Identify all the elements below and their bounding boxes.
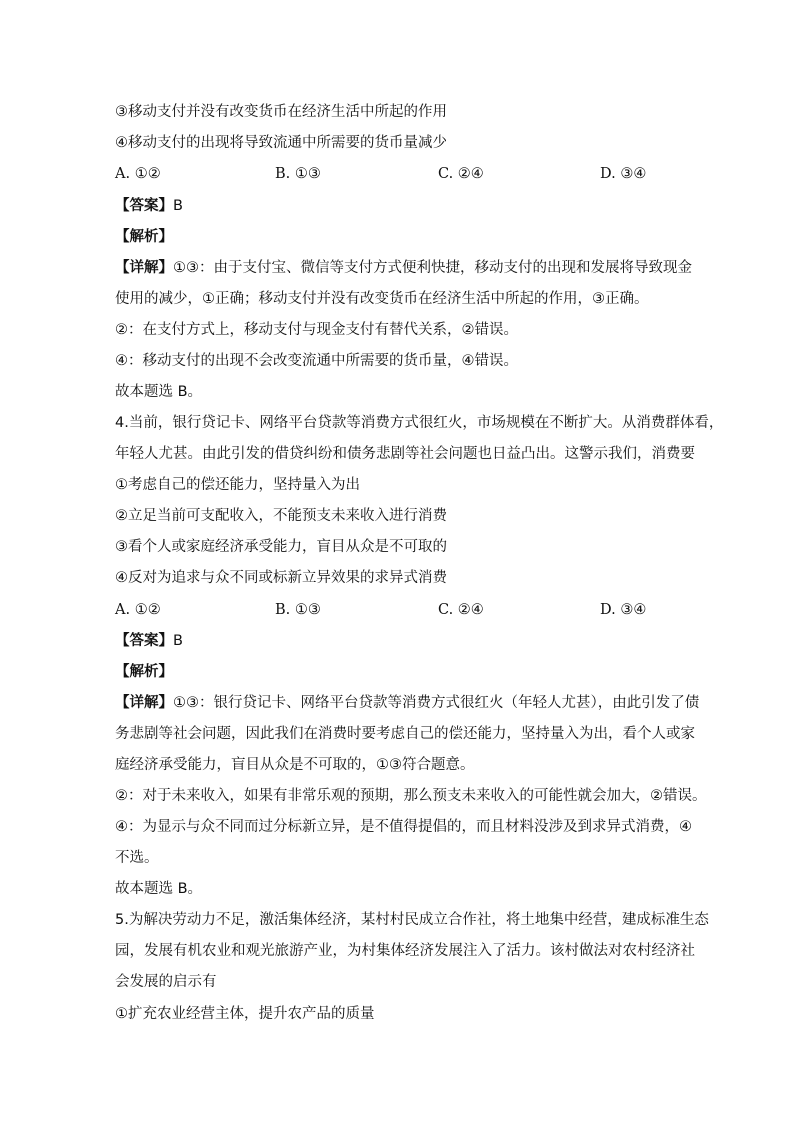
answer-label: 【答案】 [115, 198, 173, 214]
q3-detail-line [115, 258, 692, 278]
q3-analysis-label: 【解析】 [115, 229, 173, 245]
answer-label: 【答案】 [115, 633, 173, 649]
q4-detail-line: 庭经济承受能力，盲目从众是不可取的，①③符合题意。 [115, 757, 475, 773]
q4-detail-line: ②：对于未来收入，如果有非常乐观的预期，那么预支未来收入的可能性就会加大，②错误。 [115, 788, 707, 804]
q3-detail-line: 使用的减少，①正确；移动支付并没有改变货币在经济生活中所起的作用，③正确。 [115, 291, 649, 307]
q3-choice-item-3: ③移动支付并没有改变货币在经济生活中所起的作用 [115, 104, 447, 120]
q4-stem-line: 4.当前，银行贷记卡、网络平台贷款等消费方式很红火，市场规模在不断扩大。从消费群体看， [115, 415, 724, 431]
q4-stem-line: 年轻人尤甚。由此引发的借贷纠纷和债务悲剧等社会问题也日益凸出。这警示我们，消费要 [115, 446, 695, 462]
q4-option-d: D. ③④ [600, 602, 647, 618]
q5-stem-line: 5.为解决劳动力不足，激活集体经济，某村村民成立合作社，将土地集中经营，建成标准生态 [115, 912, 709, 928]
detail-text: ①③：由于支付宝、微信等支付方式便利快捷，移动支付的出现和发展将导致现金 [173, 260, 692, 276]
q4-answer-line [115, 631, 183, 651]
q4-conclusion: 故本题选 B。 [115, 881, 203, 897]
q4-detail-line [115, 693, 699, 713]
detail-label: 【详解】 [115, 260, 173, 276]
q4-choice-item-3: ③看个人或家庭经济承受能力，盲目从众是不可取的 [115, 539, 447, 555]
q4-analysis-label: 【解析】 [115, 664, 173, 680]
q3-answer-line [115, 196, 183, 216]
q4-detail-line: 不选。 [115, 850, 159, 866]
q4-detail-line: 务悲剧等社会问题，因此我们在消费时要考虑自己的偿还能力，坚持量入为出，看个人或家 [115, 726, 695, 742]
q3-options-row [115, 164, 675, 184]
answer-value: B [173, 633, 183, 649]
q5-stem-line: 园，发展有机农业和观光旅游产业，为村集体经济发展注入了活力。该村做法对农村经济社 [115, 943, 695, 959]
q4-options-row [115, 600, 675, 620]
answer-value: B [173, 198, 183, 214]
q5-choice-item-1: ①扩充农业经营主体，提升农产品的质量 [115, 1006, 375, 1022]
q5-stem-line: 会发展的启示有 [115, 974, 217, 990]
q3-detail-line: ④：移动支付的出现不会改变流通中所需要的货币量，④错误。 [115, 353, 518, 369]
q4-choice-item-1: ①考虑自己的偿还能力，坚持量入为出 [115, 477, 360, 493]
q3-detail-line: ②：在支付方式上，移动支付与现金支付有替代关系，②错误。 [115, 322, 518, 338]
q3-option-c: C. ②④ [438, 166, 484, 182]
q4-option-c: C. ②④ [438, 602, 484, 618]
q4-option-b: B. ①③ [275, 602, 321, 618]
q3-choice-item-4: ④移动支付的出现将导致流通中所需要的货币量减少 [115, 135, 447, 151]
detail-label: 【详解】 [115, 695, 173, 711]
q4-choice-item-4: ④反对为追求与众不同或标新立异效果的求异式消费 [115, 570, 447, 586]
q3-option-a: A. ①② [115, 166, 161, 182]
q4-choice-item-2: ②立足当前可支配收入，不能预支未来收入进行消费 [115, 508, 447, 524]
q4-option-a: A. ①② [115, 602, 161, 618]
q3-option-d: D. ③④ [600, 166, 647, 182]
q3-option-b: B. ①③ [275, 166, 321, 182]
detail-text: ①③：银行贷记卡、网络平台贷款等消费方式很红火（年轻人尤甚），由此引发了债 [173, 695, 700, 711]
q4-detail-line: ④：为显示与众不同而过分标新立异，是不值得提倡的，而且材料没涉及到求异式消费，④ [115, 819, 692, 835]
q3-conclusion: 故本题选 B。 [115, 384, 203, 400]
